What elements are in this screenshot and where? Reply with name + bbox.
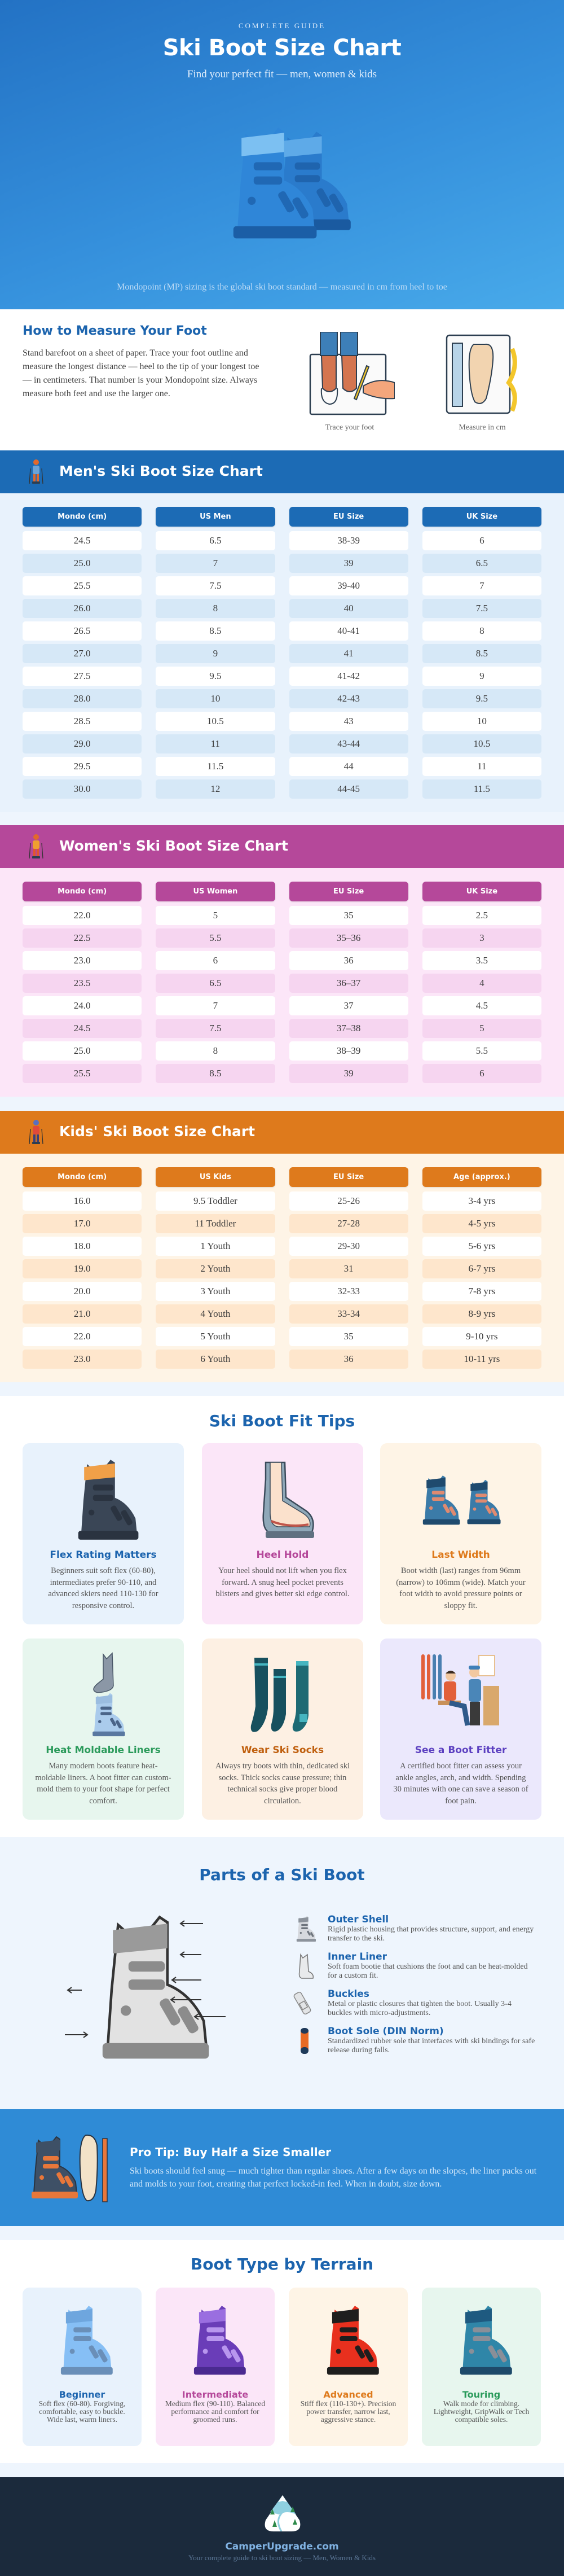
table-cell: 39: [289, 1064, 408, 1083]
table-cell: 7-8 yrs: [422, 1282, 541, 1301]
part-description: Soft foam bootie that cushions the foot and can be heat-molded for a custom fit.: [328, 1962, 528, 1980]
table-cell: 7: [156, 554, 275, 573]
column-header: Age (approx.): [422, 1167, 541, 1187]
table-cell: 35: [289, 1327, 408, 1346]
table-cell: 28.5: [23, 712, 142, 731]
table-cell: 22.5: [23, 928, 142, 948]
table-cell: 7.5: [156, 576, 275, 595]
beginner-boot-illustration: [51, 2302, 114, 2380]
table-cell: 25.5: [23, 576, 142, 595]
tip-card-liners: [23, 1639, 184, 1820]
table-cell: 11 Toddler: [156, 1214, 275, 1233]
table-cell: 9.5: [422, 689, 541, 708]
table-cell: 2 Youth: [156, 1259, 275, 1278]
male-skier-icon: [27, 458, 45, 485]
terrain-card-title: Touring: [462, 2389, 501, 2400]
womens-size-table: [23, 882, 541, 1083]
tip-title: Heat Moldable Liners: [46, 1745, 161, 1756]
table-cell: 6 Youth: [156, 1350, 275, 1369]
part-title: Buckles: [328, 1988, 369, 2000]
flex-boot-illustration: [58, 1457, 148, 1545]
table-cell: 27.0: [23, 644, 142, 663]
measure-section: [0, 309, 564, 450]
column-header: EU Size: [289, 882, 408, 901]
table-cell: 30.0: [23, 779, 142, 799]
terrain-card-touring: [422, 2288, 541, 2446]
table-cell: 9: [156, 644, 275, 663]
section-spacer: [0, 2226, 564, 2240]
table-cell: 7.5: [422, 599, 541, 618]
tip-title: Flex Rating Matters: [50, 1549, 157, 1561]
pro-tip-text: Ski boots should feel snug — much tighter than regular shoes. After a few days on the slopes, the liner packs out and molds to your foot, creating that perfect locked-in feel. When in doubt, size down.: [130, 2166, 537, 2189]
table-cell: 23.0: [23, 951, 142, 970]
table-cell: 8: [422, 621, 541, 641]
table-cell: 7: [156, 996, 275, 1015]
parts-section: [0, 1837, 564, 2109]
table-cell: 11.5: [422, 779, 541, 799]
tip-text: A certified boot fitter can assess your ankle angles, arch, and width. Spending 30 minutes with one can save a season of foot pain.: [393, 1762, 528, 1806]
ski-boots-illustration: [209, 112, 361, 257]
part-buckles: [290, 1990, 539, 2025]
table-cell: 9: [422, 667, 541, 686]
boot-widths-illustration: [416, 1457, 506, 1545]
page-title: Ski Boot Size Chart: [162, 35, 402, 61]
measure-caption: Measure in cm: [459, 423, 506, 432]
part-title: Inner Liner: [328, 1951, 387, 1962]
terrain-card-beginner: [23, 2288, 142, 2446]
table-cell: 6.5: [156, 974, 275, 993]
table-cell: 11.5: [156, 757, 275, 776]
tip-title: Wear Ski Socks: [241, 1745, 324, 1756]
tip-title: Heel Hold: [256, 1549, 309, 1561]
inner-liner-icon: [290, 1952, 319, 1981]
column-header: EU Size: [289, 1167, 408, 1187]
table-cell: 39: [289, 554, 408, 573]
table-cell: 25.0: [23, 1041, 142, 1061]
trace-foot-illustration: [305, 332, 395, 417]
tip-text: Always try boots with thin, dedicated ski socks. Thick socks cause pressure; thin technical socks give proper blood circulation.: [215, 1762, 350, 1806]
column-header: Mondo (cm): [23, 507, 142, 527]
heel-hold-illustration: [237, 1457, 328, 1545]
table-cell: 28.0: [23, 689, 142, 708]
table-cell: 41: [289, 644, 408, 663]
section-spacer: [0, 1097, 564, 1111]
terrain-card-text: Medium flex (90-110). Balanced performance and comfort for groomed runs.: [165, 2399, 266, 2424]
table-cell: 6: [422, 531, 541, 550]
advanced-boot-illustration: [317, 2302, 380, 2380]
table-cell: 3 Youth: [156, 1282, 275, 1301]
table-cell: 5: [156, 906, 275, 925]
table-cell: 8.5: [156, 621, 275, 641]
mondopoint-note: Mondopoint (MP) sizing is the global ski boot standard — measured in cm from heel to toe: [117, 282, 447, 292]
table-cell: 2.5: [422, 906, 541, 925]
tip-card-last-width: [380, 1443, 541, 1624]
boot-fitter-illustration: [416, 1652, 506, 1740]
hero-header: [0, 0, 564, 309]
table-cell: 3.5: [422, 951, 541, 970]
table-cell: 1 Youth: [156, 1237, 275, 1256]
table-cell: 25-26: [289, 1191, 408, 1211]
pro-tip-banner: [0, 2109, 564, 2226]
column-header: Mondo (cm): [23, 882, 142, 901]
table-cell: 8.5: [422, 644, 541, 663]
table-cell: 43-44: [289, 734, 408, 753]
liner-and-shell-illustration: [58, 1652, 148, 1740]
table-cell: 8-9 yrs: [422, 1304, 541, 1324]
mountain-logo: [262, 2495, 303, 2531]
table-cell: 44: [289, 757, 408, 776]
terrain-card-title: Advanced: [323, 2389, 373, 2400]
table-cell: 12: [156, 779, 275, 799]
table-cell: 36: [289, 1350, 408, 1369]
table-cell: 29-30: [289, 1237, 408, 1256]
table-cell: 24.5: [23, 531, 142, 550]
table-cell: 7: [422, 576, 541, 595]
fit-tips-section: [0, 1396, 564, 1837]
terrain-card-text: Soft flex (60-80). Forgiving, comfortable, easy to buckle. Wide last, warm liners.: [38, 2399, 126, 2424]
table-cell: 40-41: [289, 621, 408, 641]
touring-boot-illustration: [450, 2302, 513, 2380]
table-cell: 22.0: [23, 906, 142, 925]
table-cell: 29.0: [23, 734, 142, 753]
part-title: Outer Shell: [328, 1914, 389, 1925]
column-header: EU Size: [289, 507, 408, 527]
tip-text: Your heel should not lift when you flex forward. A snug heel pocket prevents blisters and gives better ski edge control.: [215, 1566, 350, 1598]
terrain-card-advanced: [289, 2288, 408, 2446]
table-cell: 32-33: [289, 1282, 408, 1301]
table-cell: 37: [289, 996, 408, 1015]
parts-title: Parts of a Ski Boot: [199, 1865, 365, 1884]
table-cell: 10.5: [156, 712, 275, 731]
table-cell: 22.0: [23, 1327, 142, 1346]
table-cell: 19.0: [23, 1259, 142, 1278]
table-cell: 9-10 yrs: [422, 1327, 541, 1346]
table-cell: 41-42: [289, 667, 408, 686]
table-cell: 35–36: [289, 928, 408, 948]
table-cell: 21.0: [23, 1304, 142, 1324]
intermediate-boot-illustration: [184, 2302, 247, 2380]
measure-instructions: Stand barefoot on a sheet of paper. Trace your foot outline and measure the longest distance — heel to the tip of your longest toe — in centimeters. That number is your Mondopoint size. Always measure both feet and use the larger one.: [23, 348, 259, 398]
boot-sole-icon: [290, 2027, 319, 2055]
table-cell: 10: [422, 712, 541, 731]
tip-card-boot-fitter: [380, 1639, 541, 1820]
table-cell: 10: [156, 689, 275, 708]
table-cell: 20.0: [23, 1282, 142, 1301]
table-cell: 10-11 yrs: [422, 1350, 541, 1369]
kids-size-table-section: [0, 1154, 564, 1382]
ski-socks-illustration: [237, 1652, 328, 1740]
womens-banner: [0, 825, 564, 868]
measure-title: How to Measure Your Foot: [23, 324, 207, 338]
table-cell: 5.5: [422, 1041, 541, 1061]
terrain-title: Boot Type by Terrain: [190, 2255, 374, 2273]
tip-text: Beginners suit soft flex (60-80), intermediates prefer 90-110, and advanced skiers need 110-130 for responsive control.: [48, 1566, 158, 1610]
table-cell: 36: [289, 951, 408, 970]
table-cell: 25.5: [23, 1064, 142, 1083]
column-header: UK Size: [422, 507, 541, 527]
table-cell: 6.5: [156, 531, 275, 550]
part-description: Rigid plastic housing that provides structure, support, and energy transfer to the ski.: [328, 1925, 534, 1943]
female-skier-icon: [27, 833, 45, 860]
table-cell: 4-5 yrs: [422, 1214, 541, 1233]
terrain-card-title: Beginner: [59, 2389, 105, 2400]
table-cell: 4.5: [422, 996, 541, 1015]
footer-tagline: Your complete guide to ski boot sizing — Men, Women & Kids: [188, 2553, 376, 2562]
table-cell: 17.0: [23, 1214, 142, 1233]
pro-tip-title: Pro Tip: Buy Half a Size Smaller: [130, 2145, 332, 2159]
part-outer-shell: [290, 1915, 539, 1950]
table-cell: 23.5: [23, 974, 142, 993]
table-cell: 26.0: [23, 599, 142, 618]
table-cell: 11: [156, 734, 275, 753]
table-cell: 31: [289, 1259, 408, 1278]
tip-card-socks: [202, 1639, 363, 1820]
table-cell: 27-28: [289, 1214, 408, 1233]
table-cell: 29.5: [23, 757, 142, 776]
mens-banner: [0, 450, 564, 493]
table-cell: 9.5 Toddler: [156, 1191, 275, 1211]
table-cell: 8: [156, 1041, 275, 1061]
table-cell: 5: [422, 1019, 541, 1038]
table-cell: 26.5: [23, 621, 142, 641]
table-cell: 6-7 yrs: [422, 1259, 541, 1278]
table-cell: 38-39: [289, 531, 408, 550]
mens-size-table-section: [0, 493, 564, 812]
tip-card-heel: [202, 1443, 363, 1624]
fit-tips-title: Ski Boot Fit Tips: [209, 1412, 355, 1430]
eyebrow-label: COMPLETE GUIDE: [238, 21, 326, 30]
table-cell: 18.0: [23, 1237, 142, 1256]
table-cell: 39-40: [289, 576, 408, 595]
table-cell: 4: [422, 974, 541, 993]
table-cell: 37–38: [289, 1019, 408, 1038]
section-spacer: [0, 1382, 564, 1396]
kid-skier-icon: [27, 1119, 45, 1146]
kids-chart-title: Kids' Ski Boot Size Chart: [59, 1123, 255, 1140]
table-cell: 40: [289, 599, 408, 618]
section-spacer: [0, 2463, 564, 2477]
table-cell: 25.0: [23, 554, 142, 573]
womens-chart-title: Women's Ski Boot Size Chart: [59, 838, 288, 854]
mens-size-table: [23, 507, 541, 799]
tip-text: Boot width (last) ranges from 96mm (narrow) to 106mm (wide). Match your foot width to avoid pressure points or sloppy fit.: [396, 1566, 526, 1610]
section-spacer: [0, 812, 564, 825]
terrain-card-text: Walk mode for climbing. Lightweight, GripWalk or Tech compatible soles.: [433, 2399, 530, 2424]
table-cell: 6: [422, 1064, 541, 1083]
table-cell: 43: [289, 712, 408, 731]
table-cell: 4 Youth: [156, 1304, 275, 1324]
table-cell: 38–39: [289, 1041, 408, 1061]
table-cell: 10.5: [422, 734, 541, 753]
table-cell: 8.5: [156, 1064, 275, 1083]
womens-size-table-section: [0, 868, 564, 1097]
terrain-section: [0, 2240, 564, 2463]
measure-cm-illustration: [440, 332, 530, 417]
brand-link[interactable]: CamperUpgrade.com: [225, 2541, 339, 2552]
kids-banner: [0, 1111, 564, 1154]
table-cell: 23.0: [23, 1350, 142, 1369]
trace-caption: Trace your foot: [325, 423, 374, 432]
buckle-icon: [290, 1990, 319, 2018]
terrain-card-intermediate: [156, 2288, 275, 2446]
table-cell: 42-43: [289, 689, 408, 708]
table-cell: 36–37: [289, 974, 408, 993]
table-cell: 5.5: [156, 928, 275, 948]
column-header: US Men: [156, 507, 275, 527]
table-cell: 24.5: [23, 1019, 142, 1038]
ski-boot-parts-diagram: [59, 1909, 240, 2070]
tip-card-flex: [23, 1443, 184, 1624]
table-cell: 35: [289, 906, 408, 925]
table-cell: 11: [422, 757, 541, 776]
table-cell: 6: [156, 951, 275, 970]
column-header: US Women: [156, 882, 275, 901]
table-cell: 16.0: [23, 1191, 142, 1211]
footer: [0, 2477, 564, 2576]
table-cell: 3-4 yrs: [422, 1191, 541, 1211]
table-cell: 5 Youth: [156, 1327, 275, 1346]
part-inner-liner: [290, 1952, 539, 1987]
table-cell: 8: [156, 599, 275, 618]
terrain-card-text: Stiff flex (110-130+). Precision power transfer, narrow last, aggressive stance.: [300, 2399, 396, 2424]
terrain-card-title: Intermediate: [182, 2389, 249, 2400]
kids-size-table: [23, 1167, 541, 1369]
part-boot-sole: [290, 2027, 539, 2062]
mens-chart-title: Men's Ski Boot Size Chart: [59, 463, 263, 479]
tip-title: See a Boot Fitter: [415, 1745, 507, 1756]
tip-text: Many modern boots feature heat-moldable liners. A boot fitter can custom-mold them to your foot shape for perfect comfort.: [35, 1762, 171, 1806]
page-subtitle: Find your perfect fit — men, women & kids: [187, 68, 377, 80]
table-cell: 44-45: [289, 779, 408, 799]
column-header: Mondo (cm): [23, 1167, 142, 1187]
table-cell: 3: [422, 928, 541, 948]
part-title: Boot Sole (DIN Norm): [328, 2026, 444, 2037]
part-description: Standardized rubber sole that interfaces with ski bindings for safe release during falls.: [328, 2037, 535, 2054]
table-cell: 9.5: [156, 667, 275, 686]
table-cell: 5-6 yrs: [422, 1237, 541, 1256]
boot-and-foot-illustration: [23, 2134, 113, 2203]
table-cell: 33-34: [289, 1304, 408, 1324]
part-description: Metal or plastic closures that tighten the boot. Usually 3-4 buckles with micro-adjustments.: [328, 2000, 512, 2017]
tip-title: Last Width: [431, 1549, 490, 1561]
table-cell: 27.5: [23, 667, 142, 686]
column-header: UK Size: [422, 882, 541, 901]
column-header: US Kids: [156, 1167, 275, 1187]
table-cell: 7.5: [156, 1019, 275, 1038]
table-cell: 24.0: [23, 996, 142, 1015]
outer-shell-icon: [290, 1915, 319, 1943]
table-cell: 6.5: [422, 554, 541, 573]
